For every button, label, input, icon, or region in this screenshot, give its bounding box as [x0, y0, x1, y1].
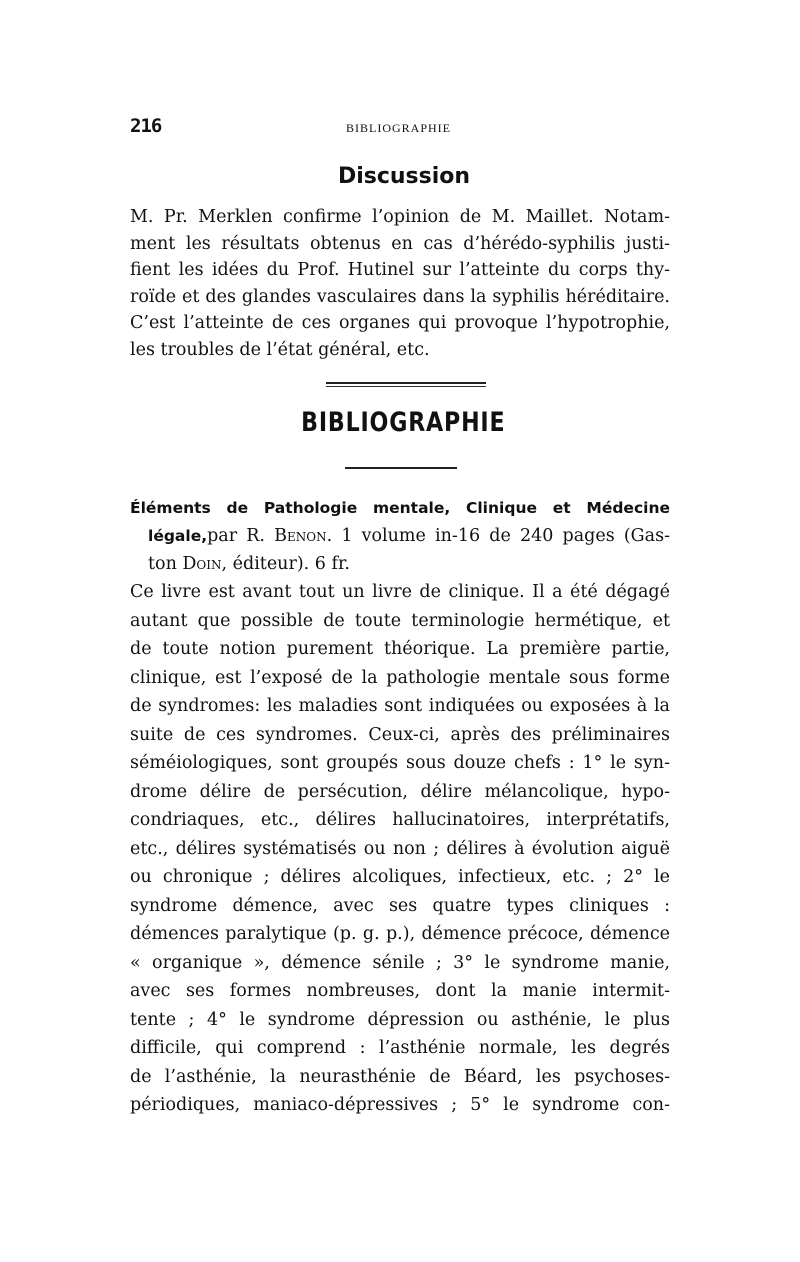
- section-divider: [326, 382, 486, 384]
- entry-title: Éléments de Pathologie mentale, Clinique et Médecine: [130, 499, 670, 517]
- text-line: difficile, qui comprend : l’asthénie normale, les degrés: [130, 1038, 670, 1058]
- text-line: tente ; 4° le syndrome dépression ou asthénie, le plus: [130, 1009, 670, 1030]
- entry-by: par R.: [207, 526, 275, 546]
- running-head: BIBLIOGRAPHIE: [346, 121, 451, 135]
- text-line: clinique, est l’exposé de la pathologie mentale sous forme: [130, 667, 670, 688]
- entry-line-2: [130, 522, 670, 550]
- text-line: de syndromes: les maladies sont indiquées ou exposées à la: [130, 696, 670, 716]
- text-line: « organique », démence sénile ; 3° le syndrome manie,: [130, 952, 670, 973]
- text-line: démences paralytique (p. g. p.), démence précoce, démence: [130, 924, 670, 944]
- bibliography-heading: BIBLIOGRAPHIE: [301, 407, 506, 438]
- text-line: condriaques, etc., délires hallucinatoires, interprétatifs,: [130, 810, 670, 830]
- entry-author: Benon: [274, 526, 327, 546]
- text-line: drome délire de persécution, délire mélancolique, hypo-: [130, 781, 670, 802]
- text-line: syndrome démence, avec ses quatre types cliniques :: [130, 895, 670, 916]
- text-line: de toute notion purement théorique. La première partie,: [130, 639, 670, 659]
- bibliography-entry: [130, 494, 670, 578]
- text-line: séméiologiques, sont groupés sous douze chefs : 1° le syn-: [130, 753, 670, 773]
- text-line: fient les idées du Prof. Hutinel sur l’atteinte du corps thy-: [130, 260, 670, 280]
- discussion-paragraph: [130, 204, 670, 363]
- text-line: ou chronique ; délires alcoliques, infectieux, etc. ; 2° le: [130, 867, 670, 887]
- entry-line-3: [130, 550, 670, 578]
- discussion-title: Discussion: [337, 164, 471, 189]
- text-line: ment les résultats obtenus en cas d’hérédo-syphilis justi-: [130, 233, 670, 254]
- text-line: périodiques, maniaco-dépressives ; 5° le syndrome con-: [130, 1095, 670, 1115]
- entry-format: . 1 volume in-16 de 240 pages (Gas-: [326, 526, 670, 546]
- entry-title-cont: légale,: [148, 527, 208, 545]
- entry-ton: ton: [148, 554, 183, 574]
- entry-title-line: [130, 494, 670, 522]
- review-paragraph: [130, 578, 670, 1120]
- entry-price: , éditeur). 6 fr.: [221, 554, 350, 574]
- heading-underline: [345, 467, 457, 469]
- text-line: C’est l’atteinte de ces organes qui provoque l’hypotrophie,: [130, 313, 670, 333]
- entry-publisher: Doin: [182, 554, 222, 574]
- text-line: de l’asthénie, la neurasthénie de Béard, les psychoses-: [130, 1066, 670, 1087]
- text-line: autant que possible de toute terminologie hermétique, et: [130, 610, 670, 631]
- section-divider-thin: [326, 386, 486, 387]
- page-number: 216: [130, 115, 162, 137]
- text-line: Ce livre est avant tout un livre de clinique. Il a été dégagé: [130, 582, 670, 602]
- text-line: etc., délires systématisés ou non ; délires à évolution aiguë: [130, 838, 670, 859]
- text-line: avec ses formes nombreuses, dont la manie intermit-: [130, 981, 670, 1001]
- text-line: M. Pr. Merklen confirme l’opinion de M. Maillet. Notam-: [130, 207, 670, 227]
- text-line: suite de ces syndromes. Ceux-ci, après des préliminaires: [130, 724, 670, 745]
- text-line: les troubles de l’état général, etc.: [130, 339, 430, 360]
- text-line: roïde et des glandes vasculaires dans la syphilis héréditaire.: [130, 286, 670, 307]
